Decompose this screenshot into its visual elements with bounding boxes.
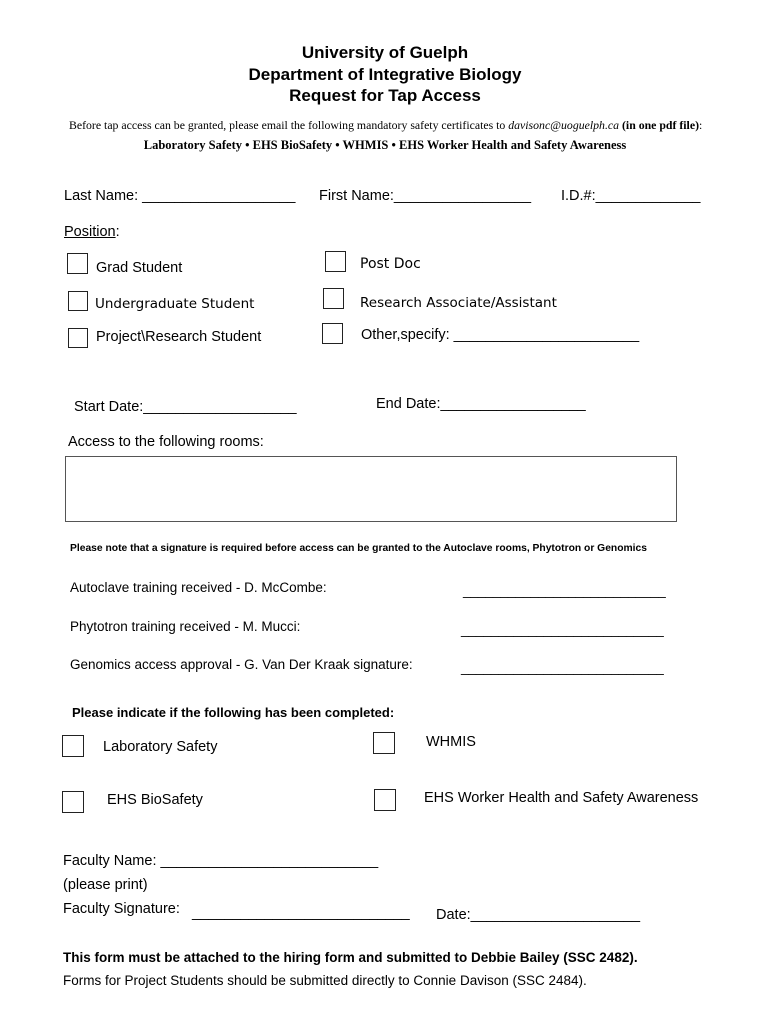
signature-note: Please note that a signature is required before access can be granted to the Autoclave rooms, Phytotron or Genomics <box>70 543 647 554</box>
intro-note: (in one pdf file) <box>621 118 699 132</box>
faculty-name-field[interactable]: Faculty Name: ___________________________ <box>63 853 379 869</box>
submit-instruction: This form must be attached to the hiring form and submitted to Debbie Bailey (SSC 2482). <box>63 950 638 965</box>
post-doc-label: Post Doc <box>360 256 421 272</box>
form-title: Request for Tap Access <box>289 86 481 105</box>
position-heading <box>64 224 120 240</box>
grad-student-checkbox[interactable] <box>67 253 88 274</box>
intro-colon: : <box>699 118 703 132</box>
phytotron-label: Phytotron training received - M. Mucci: <box>70 619 301 634</box>
autoclave-signature-line[interactable]: ___________________________ <box>463 583 666 598</box>
grad-student-label: Grad Student <box>96 260 183 276</box>
start-date-field[interactable]: Start Date:___________________ <box>74 399 297 415</box>
whmis-checkbox[interactable] <box>373 732 395 754</box>
end-date-field[interactable]: End Date:__________________ <box>376 396 586 412</box>
undergrad-label: Undergraduate Student <box>95 296 255 312</box>
genomics-label: Genomics access approval - G. Van Der Kraak signature: <box>70 657 413 672</box>
project-student-note: Forms for Project Students should be submitted directly to Connie Davison (SSC 2484). <box>63 973 587 988</box>
intro-text: Before tap access can be granted, please email the following mandatory safety certificates to <box>69 118 506 132</box>
position-label: Position <box>64 224 116 240</box>
research-associate-checkbox[interactable] <box>323 288 344 309</box>
biosafety-label: EHS BioSafety <box>107 792 203 808</box>
other-checkbox[interactable] <box>322 323 343 344</box>
position-colon: : <box>115 224 120 240</box>
university-title: University of Guelph <box>301 43 469 62</box>
post-doc-checkbox[interactable] <box>325 251 346 272</box>
rooms-label: Access to the following rooms: <box>68 434 264 450</box>
whmis-label: WHMIS <box>426 734 476 750</box>
faculty-signature-label: Faculty Signature: <box>63 901 180 917</box>
other-specify-field[interactable]: Other,specify: _______________________ <box>361 327 640 343</box>
department-title: Department of Integrative Biology <box>248 65 522 84</box>
genomics-signature-line[interactable]: ___________________________ <box>461 660 664 675</box>
phytotron-signature-line[interactable]: ___________________________ <box>461 622 664 637</box>
last-name-field[interactable]: Last Name: ___________________ <box>64 188 296 204</box>
first-name-field[interactable]: First Name:_________________ <box>319 188 532 204</box>
worker-health-checkbox[interactable] <box>374 789 396 811</box>
undergrad-checkbox[interactable] <box>68 291 88 311</box>
project-student-label: Project\Research Student <box>96 329 262 345</box>
certificates-list: Laboratory Safety • EHS BioSafety • WHMIS • EHS Worker Health and Safety Awareness <box>143 138 627 152</box>
id-number-field[interactable]: I.D.#:_____________ <box>561 188 701 204</box>
please-print-note: (please print) <box>63 877 148 893</box>
completed-heading: Please indicate if the following has been completed: <box>72 705 395 720</box>
autoclave-label: Autoclave training received - D. McCombe: <box>70 580 327 595</box>
lab-safety-label: Laboratory Safety <box>103 739 218 755</box>
research-associate-label: Research Associate/Assistant <box>360 295 557 311</box>
contact-email: davisonc@uoguelph.ca <box>508 118 620 132</box>
rooms-input-box[interactable] <box>65 456 677 522</box>
biosafety-checkbox[interactable] <box>62 791 84 813</box>
project-student-checkbox[interactable] <box>68 328 88 348</box>
lab-safety-checkbox[interactable] <box>62 735 84 757</box>
worker-health-label: EHS Worker Health and Safety Awareness <box>424 790 699 806</box>
intro-line <box>69 118 702 133</box>
faculty-signature-line[interactable]: ___________________________ <box>192 905 410 921</box>
faculty-date-field[interactable]: Date:_____________________ <box>436 907 641 923</box>
